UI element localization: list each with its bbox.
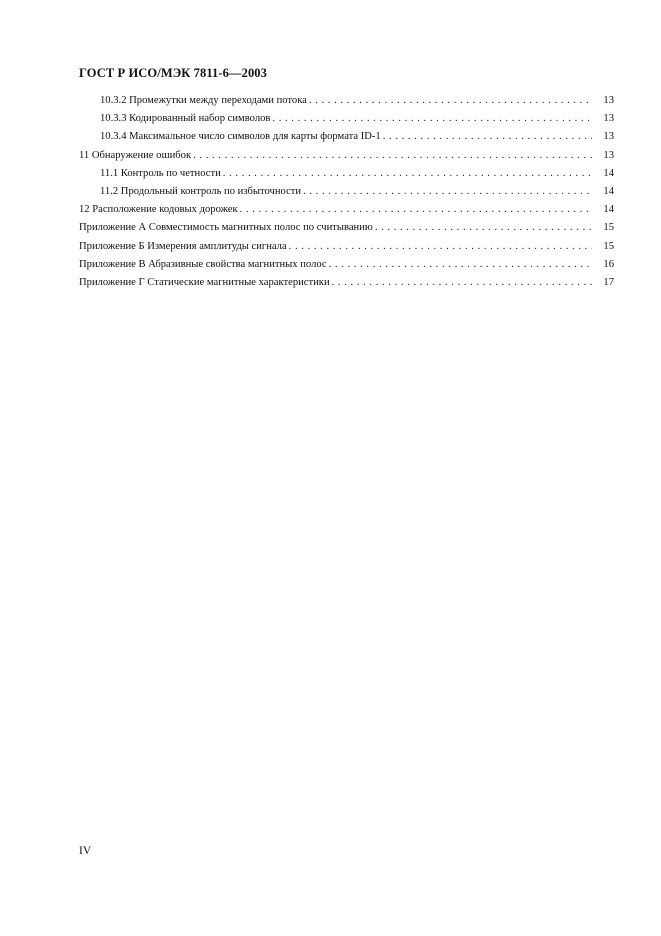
toc-leader-dots: [375, 219, 592, 237]
toc-entry-title: 11.1 Контроль по четности: [100, 167, 221, 179]
toc-entry-page: 15: [603, 240, 614, 252]
toc-entry-title: 11.2 Продольный контроль по избыточности: [100, 185, 302, 197]
toc-entry: [79, 256, 614, 274]
toc-entry: [79, 128, 614, 146]
toc-entry: [79, 274, 614, 292]
toc-entry: [79, 183, 614, 201]
toc-leader-dots: [303, 183, 592, 201]
toc-entry-title: Приложение В Абразивные свойства магнитных полос: [79, 258, 327, 270]
toc-entry: [79, 92, 614, 110]
toc-entry: [79, 219, 614, 237]
toc-leader-dots: [383, 128, 592, 146]
toc-entry-title: 10.3.3 Кодированный набор символов: [100, 113, 271, 125]
toc-entry-title: Приложение Г Статические магнитные характеристики: [79, 276, 330, 288]
toc-entry-page: 17: [603, 276, 614, 288]
toc-entry-page: 14: [603, 204, 614, 216]
toc-entry-page: 16: [603, 258, 614, 270]
toc-entry-page: 14: [603, 167, 614, 179]
toc-entry: [79, 201, 614, 219]
toc-entry-page: 14: [603, 185, 614, 197]
table-of-contents: [79, 92, 614, 292]
toc-entry: [79, 147, 614, 165]
toc-entry: [79, 165, 614, 183]
toc-entry-page: 13: [603, 113, 614, 125]
toc-leader-dots: [329, 256, 592, 274]
toc-entry-title: 11 Обнаружение ошибок: [79, 149, 192, 161]
document-header: ГОСТ Р ИСО/МЭК 7811-6—2003: [79, 66, 268, 80]
toc-entry-page: 13: [603, 131, 614, 143]
toc-entry-page: 13: [603, 149, 614, 161]
toc-entry: [79, 110, 614, 128]
page-number: IV: [79, 845, 92, 857]
toc-leader-dots: [193, 147, 592, 165]
toc-entry-title: Приложение А Совместимость магнитных полос по считыванию: [79, 222, 373, 234]
toc-entry-title: 12 Расположение кодовых дорожек: [79, 204, 238, 216]
toc-leader-dots: [309, 92, 592, 110]
toc-leader-dots: [240, 201, 592, 219]
toc-entry-title: 10.3.4 Максимальное число символов для карты формата ID-1: [100, 131, 381, 143]
toc-entry-page: 13: [603, 95, 614, 106]
toc-entry: [79, 238, 614, 256]
toc-entry-page: 15: [603, 222, 614, 234]
toc-entry-title: Приложение Б Измерения амплитуды сигнала: [79, 240, 287, 252]
toc-leader-dots: [289, 238, 592, 256]
toc-leader-dots: [272, 110, 592, 128]
toc-leader-dots: [223, 165, 592, 183]
toc-leader-dots: [332, 274, 592, 292]
toc-entry-title: 10.3.2 Промежутки между переходами потока: [100, 95, 307, 106]
